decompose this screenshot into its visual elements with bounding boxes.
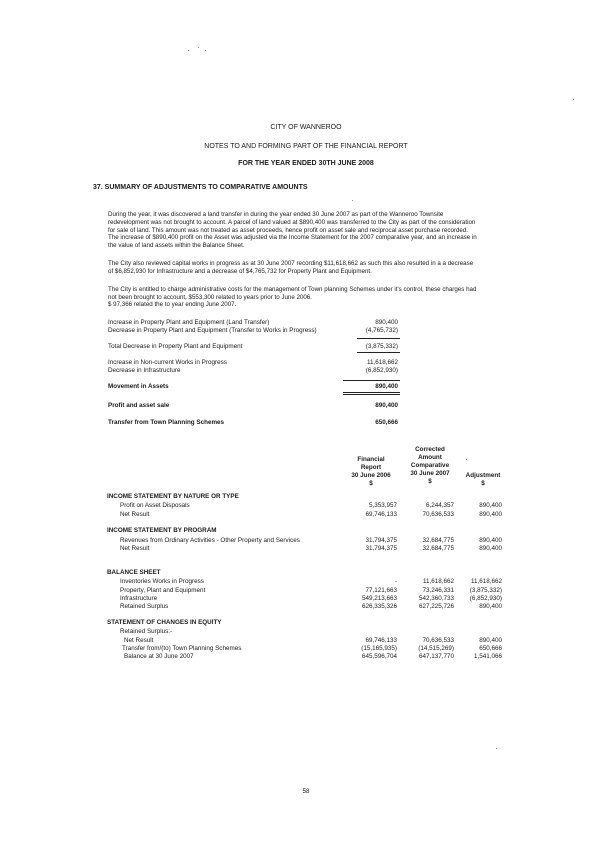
row-value-adjustment: 650,666 xyxy=(479,645,502,652)
total-rule xyxy=(343,380,400,381)
report-title: NOTES TO AND FORMING PART OF THE FINANCIAL REPORT xyxy=(204,143,408,150)
row-value-2006: 31,794,375 xyxy=(365,537,397,544)
row-value-2006: 69,746,133 xyxy=(365,637,397,644)
group-title: STATEMENT OF CHANGES IN EQUITY xyxy=(107,619,222,626)
row-value-2006: 626,335,326 xyxy=(361,603,397,610)
row-label: Net Result xyxy=(120,511,150,518)
scan-speck xyxy=(496,748,497,749)
paragraph-land-transfer: During the year, it was discovered a land transfer in during the year ended 30 June 2007 as part of the Wanneroo Townsite redevelopment was not brought to account. A parcel of land valued at $890,400 was transferred to the City as part of the consideration for sale of land. This amount was not treated as asset proceeds, hence profit on asset sale and reciprocal asset purchase recorded. The increase of $890,400 profit on the Asset was adjusted via the Income Statement for the 2007 comparative year, and an increase in the value of land assets within the Balance Sheet. xyxy=(108,211,477,250)
row-label: Balance at 30 June 2007 xyxy=(124,653,194,660)
row-value-adjustment: 890,400 xyxy=(479,511,502,518)
row-value-adjustment: 890,400 xyxy=(479,502,502,509)
group-title: INCOME STATEMENT BY PROGRAM xyxy=(107,527,217,534)
movement-value: 11,618,662 xyxy=(366,359,398,366)
page-number: 58 xyxy=(302,788,310,795)
row-label: Infrastructure xyxy=(120,595,158,602)
row-value-2006: (15,165,935) xyxy=(361,645,397,652)
group-title: INCOME STATEMENT BY NATURE OR TYPE xyxy=(107,493,239,500)
row-value-2006: 31,794,375 xyxy=(365,545,397,552)
row-value-2007: 32,684,775 xyxy=(422,545,454,552)
paragraph-2007-amount: $ 97,366 related the to year ending June 2007. xyxy=(108,301,237,308)
row-value-2007: 647,137,770 xyxy=(418,653,454,660)
row-label: Inventories Works in Progress xyxy=(120,578,204,585)
row-value-adjustment: 890,400 xyxy=(479,603,502,610)
row-label: Net Result xyxy=(120,545,150,552)
row-value-adjustment: (6,852,930) xyxy=(469,595,502,602)
row-label: Net Result xyxy=(124,637,154,644)
movement-value: 890,400 xyxy=(375,402,398,409)
movement-label: Decrease in Infrastructure xyxy=(108,367,181,374)
report-period: FOR THE YEAR ENDED 30TH JUNE 2008 xyxy=(238,160,374,167)
scan-speck xyxy=(205,50,206,51)
total-double-rule xyxy=(343,392,400,393)
row-value-adjustment: (3,875,332) xyxy=(469,587,502,594)
row-value-2007: 627,225,726 xyxy=(418,603,454,610)
paragraph-admin-costs: The City is entitled to charge administrative costs for the management of Town planning Schemes under it's control, these charges had not been brought to account, $553,300 related to years prior to June 2006. xyxy=(108,286,477,301)
row-value-2006: 645,596,704 xyxy=(361,653,397,660)
row-value-2006: 5,353,957 xyxy=(368,502,397,509)
row-value-2007: 11,618,662 xyxy=(422,578,454,585)
movement-label: Increase in Property Plant and Equipment (Land Transfer) xyxy=(108,319,270,326)
row-value-2006: 549,213,663 xyxy=(361,595,397,602)
column-header-corrected-amount: Corrected Amount Comparative 30 June 2007 $ xyxy=(410,446,450,485)
row-value-2006: 69,746,133 xyxy=(365,511,397,518)
scan-speck xyxy=(573,99,574,100)
movement-value: (4,765,732) xyxy=(365,327,398,334)
row-label: Transfer from/(to) Town Planning Schemes xyxy=(122,645,242,652)
movement-value: 650,666 xyxy=(375,419,398,426)
row-value-adjustment: 890,400 xyxy=(479,545,502,552)
row-value-2006: - xyxy=(394,578,397,585)
movement-label: Profit and asset sale xyxy=(108,402,170,409)
row-label: Revenues from Ordinary Activities - Other Property and Services xyxy=(120,537,300,544)
subtotal-rule xyxy=(357,352,400,353)
row-value-2007: 70,636,533 xyxy=(422,511,454,518)
movement-label: Transfer from Town Planning Schemes xyxy=(108,419,225,426)
column-header-adjustment: Adjustment $ xyxy=(465,472,501,487)
section-title: 37. SUMMARY OF ADJUSTMENTS TO COMPARATIVE AMOUNTS xyxy=(93,184,308,191)
row-value-2006: 77,121,663 xyxy=(365,587,397,594)
scan-speck xyxy=(466,459,467,460)
group-title: BALANCE SHEET xyxy=(107,569,161,576)
paragraph-capital-works: The City also reviewed capital works in progress as at 30 June 2007 recording $11,618,662 as such this also resulted in a a decrease of $6,852,930 for Infrastructure and a decrease of $4,765,732 for Property Plant and Equipment. xyxy=(108,260,474,275)
row-label: Retained Surplus xyxy=(120,603,169,610)
movement-value: (3,875,332) xyxy=(365,343,398,350)
total-double-rule xyxy=(343,394,400,395)
row-value-2007: 32,684,775 xyxy=(422,537,454,544)
scan-speck xyxy=(352,200,353,201)
org-name: CITY OF WANNEROO xyxy=(270,124,342,131)
row-value-adjustment: 11,618,662 xyxy=(470,578,502,585)
movement-label: Movement in Assets xyxy=(108,383,169,390)
row-label: Property, Plant and Equipment xyxy=(120,587,206,594)
movement-value: (6,852,930) xyxy=(365,367,398,374)
movement-label: Increase in Non-current Works in Progress xyxy=(108,359,227,366)
subtotal-rule xyxy=(357,338,400,339)
column-header-financial-report: Financial Report 30 June 2006 $ xyxy=(351,456,391,487)
row-value-adjustment: 1,541,066 xyxy=(473,653,502,660)
movement-value: 890,400 xyxy=(375,319,398,326)
row-value-2007: 70,636,533 xyxy=(422,637,454,644)
row-value-adjustment: 890,400 xyxy=(479,537,502,544)
row-value-2007: (14,515,269) xyxy=(418,645,454,652)
row-value-2007: 6,244,357 xyxy=(425,502,454,509)
row-value-2007: 73,246,331 xyxy=(422,587,454,594)
row-value-2007: 542,360,733 xyxy=(418,595,454,602)
movement-label: Total Decrease in Property Plant and Equipment xyxy=(108,343,243,350)
row-label: Profit on Asset Disposals xyxy=(120,502,190,509)
scan-speck xyxy=(188,50,189,51)
movement-label: Decrease in Property Plant and Equipment (Transfer to Works in Progress) xyxy=(108,327,317,334)
row-value-adjustment: 890,400 xyxy=(479,637,502,644)
group-subtitle: Retained Surplus:- xyxy=(120,628,173,635)
scan-speck xyxy=(198,47,199,48)
movement-value: 890,400 xyxy=(375,383,398,390)
